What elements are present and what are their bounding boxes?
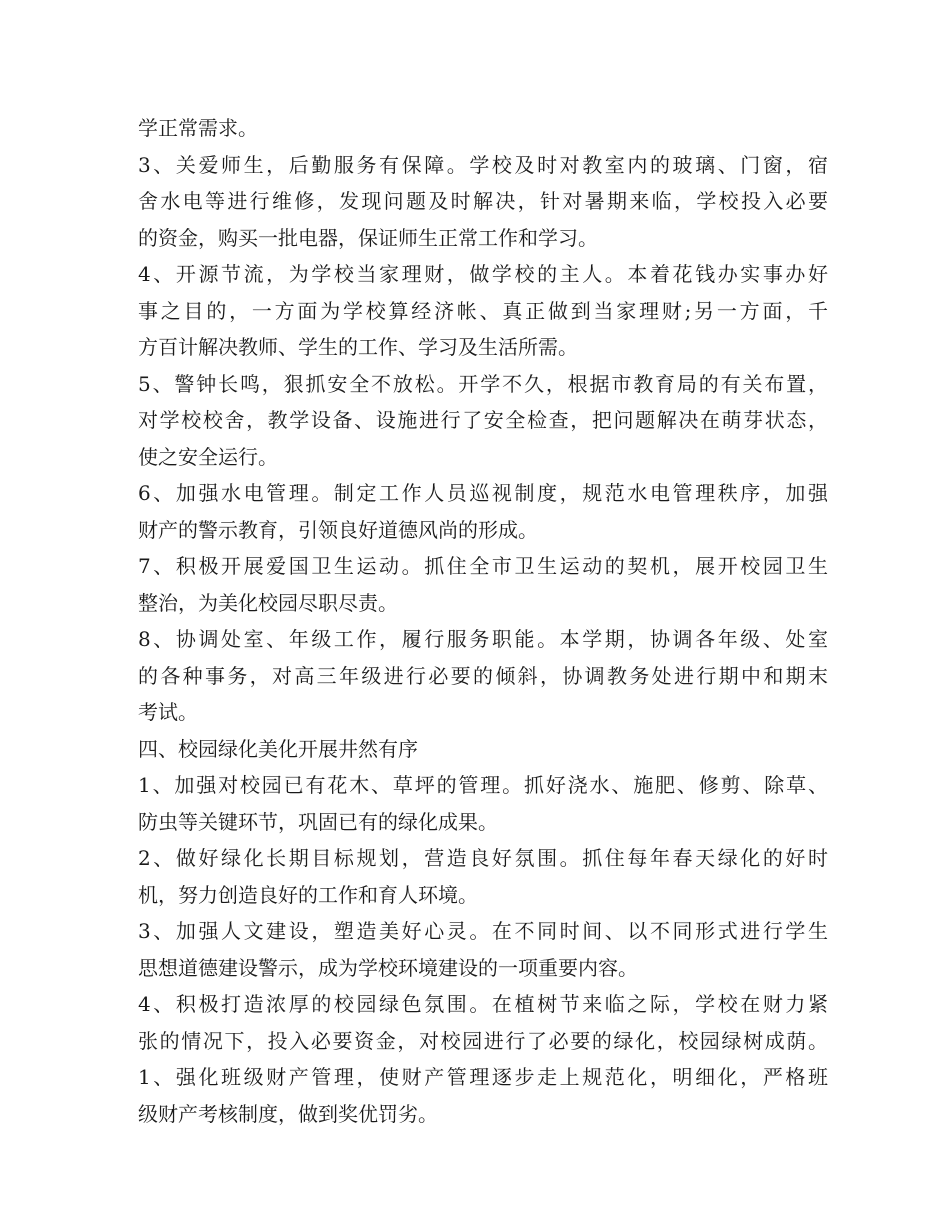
text-line: 的资金，购买一批电器，保证师生正常工作和学习。 (138, 225, 598, 250)
text-line: 1、加强对校园已有花木、草坪的管理。抓好浇水、施肥、修剪、除草、 (138, 773, 828, 797)
text-line: 2、做好绿化长期目标规划，营造良好氛围。抓住每年春天绿化的好时 (138, 846, 828, 870)
text-line: 4、开源节流，为学校当家理财，做学校的主人。本着花钱办实事办好 (138, 262, 828, 286)
text-line: 的各种事务，对高三年级进行必要的倾斜，协调教务处进行期中和期末 (138, 663, 828, 688)
text-line: 5、警钟长鸣，狠抓安全不放松。开学不久，根据市教育局的有关布置， (138, 371, 828, 396)
text-line: 1、强化班级财产管理，使财产管理逐步走上规范化，明细化，严格班 (138, 1065, 828, 1089)
text-line: 6、加强水电管理。制定工作人员巡视制度，规范水电管理秩序，加强 (138, 481, 828, 505)
text-line: 8、协调处室、年级工作，履行服务职能。本学期，协调各年级、处室 (138, 627, 828, 651)
text-line: 财产的警示教育，引领良好道德风尚的形成。 (138, 517, 538, 542)
text-line: 考试。 (138, 700, 198, 724)
text-line: 防虫等关键环节，巩固已有的绿化成果。 (138, 809, 498, 834)
text-line: 机，努力创造良好的工作和育人环境。 (138, 882, 478, 907)
text-line: 舍水电等进行维修，发现问题及时解决，针对暑期来临，学校投入必要 (138, 189, 828, 213)
text-line: 4、积极打造浓厚的校园绿色氛围。在植树节来临之际，学校在财力紧 (138, 992, 828, 1016)
text-line: 整治，为美化校园尽职尽责。 (138, 590, 398, 615)
text-line: 张的情况下，投入必要资金，对校园进行了必要的绿化，校园绿树成荫。 (138, 1028, 828, 1053)
text-line: 思想道德建设警示，成为学校环境建设的一项重要内容。 (138, 955, 638, 980)
text-line: 级财产考核制度，做到奖优罚劣。 (138, 1101, 438, 1126)
text-line: 7、积极开展爱国卫生运动。抓住全市卫生运动的契机，展开校园卫生 (138, 554, 828, 578)
text-line: 方百计解决教师、学生的工作、学习及生活所需。 (138, 335, 578, 359)
text-line: 3、关爱师生，后勤服务有保障。学校及时对教室内的玻璃、门窗，宿 (138, 152, 828, 177)
text-line: 对学校校舍，教学设备、设施进行了安全检查，把问题解决在萌芽状态， (138, 408, 828, 432)
text-line: 四、校园绿化美化开展井然有序 (138, 736, 418, 761)
text-line: 学正常需求。 (138, 116, 258, 140)
text-line: 3、加强人文建设，塑造美好心灵。在不同时间、以不同形式进行学生 (138, 919, 828, 943)
document-body (138, 110, 828, 1132)
text-line: 事之目的，一方面为学校算经济帐、真正做到当家理财;另一方面，千 (138, 298, 828, 323)
text-line: 使之安全运行。 (138, 444, 278, 469)
